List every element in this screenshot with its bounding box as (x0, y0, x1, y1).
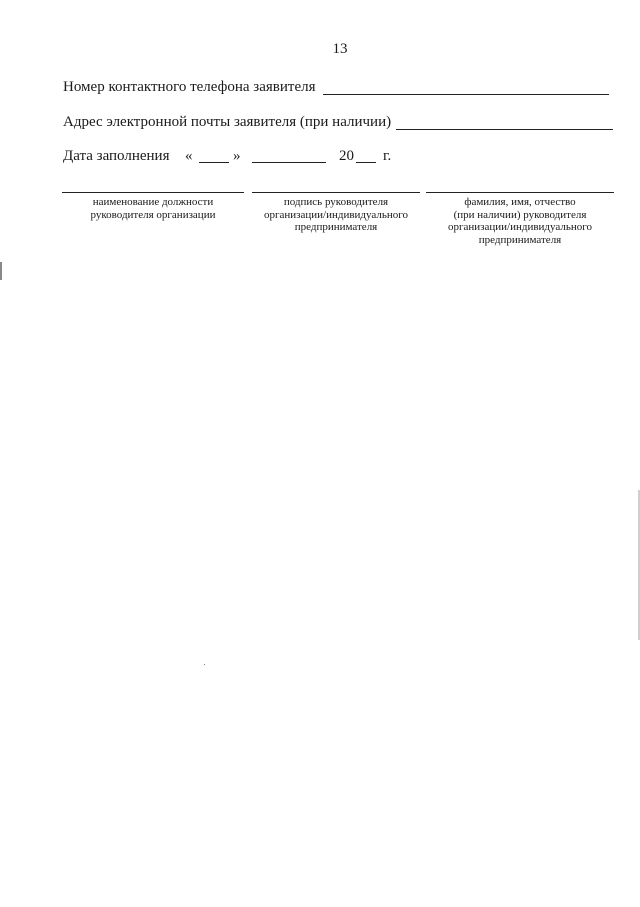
date-month-blank[interactable] (252, 162, 326, 163)
phone-field-label: Номер контактного телефона заявителя (63, 79, 316, 95)
email-field-label: Адрес электронной почты заявителя (при наличии) (63, 114, 392, 130)
signature-caption (252, 196, 420, 234)
date-open-quote: « (185, 148, 193, 164)
signature-line[interactable] (252, 192, 420, 193)
scan-edge-mark (0, 262, 2, 280)
signature-caption-line: подпись руководителя (283, 196, 389, 208)
signature-caption-line: организации/индивидуального (263, 208, 408, 221)
full-name-caption-line: организации/индивидуального (447, 221, 592, 233)
full-name-signature-line[interactable] (426, 192, 614, 193)
position-caption-line: руководителя организации (90, 208, 216, 221)
full-name-caption-line: фамилия, имя, отчество (464, 196, 576, 208)
date-label: Дата заполнения (63, 148, 170, 164)
scan-speck (204, 664, 205, 665)
date-year-prefix: 20 (339, 148, 354, 164)
date-year-blank[interactable] (356, 162, 376, 163)
full-name-caption-line: (при наличии) руководителя (453, 208, 587, 221)
date-close-quote: » (233, 148, 241, 164)
full-name-caption-line: предпринимателя (478, 233, 562, 246)
email-field-blank[interactable] (396, 129, 613, 130)
full-name-caption (426, 196, 614, 246)
date-year-suffix: г. (383, 148, 392, 164)
page-number: 13 (332, 41, 348, 57)
date-day-blank[interactable] (199, 162, 229, 163)
signature-caption-line: предпринимателя (294, 221, 378, 233)
position-caption-line: наименование должности (92, 196, 214, 208)
position-signature-line[interactable] (62, 192, 244, 193)
position-caption (62, 196, 244, 221)
phone-field-blank[interactable] (323, 94, 609, 95)
